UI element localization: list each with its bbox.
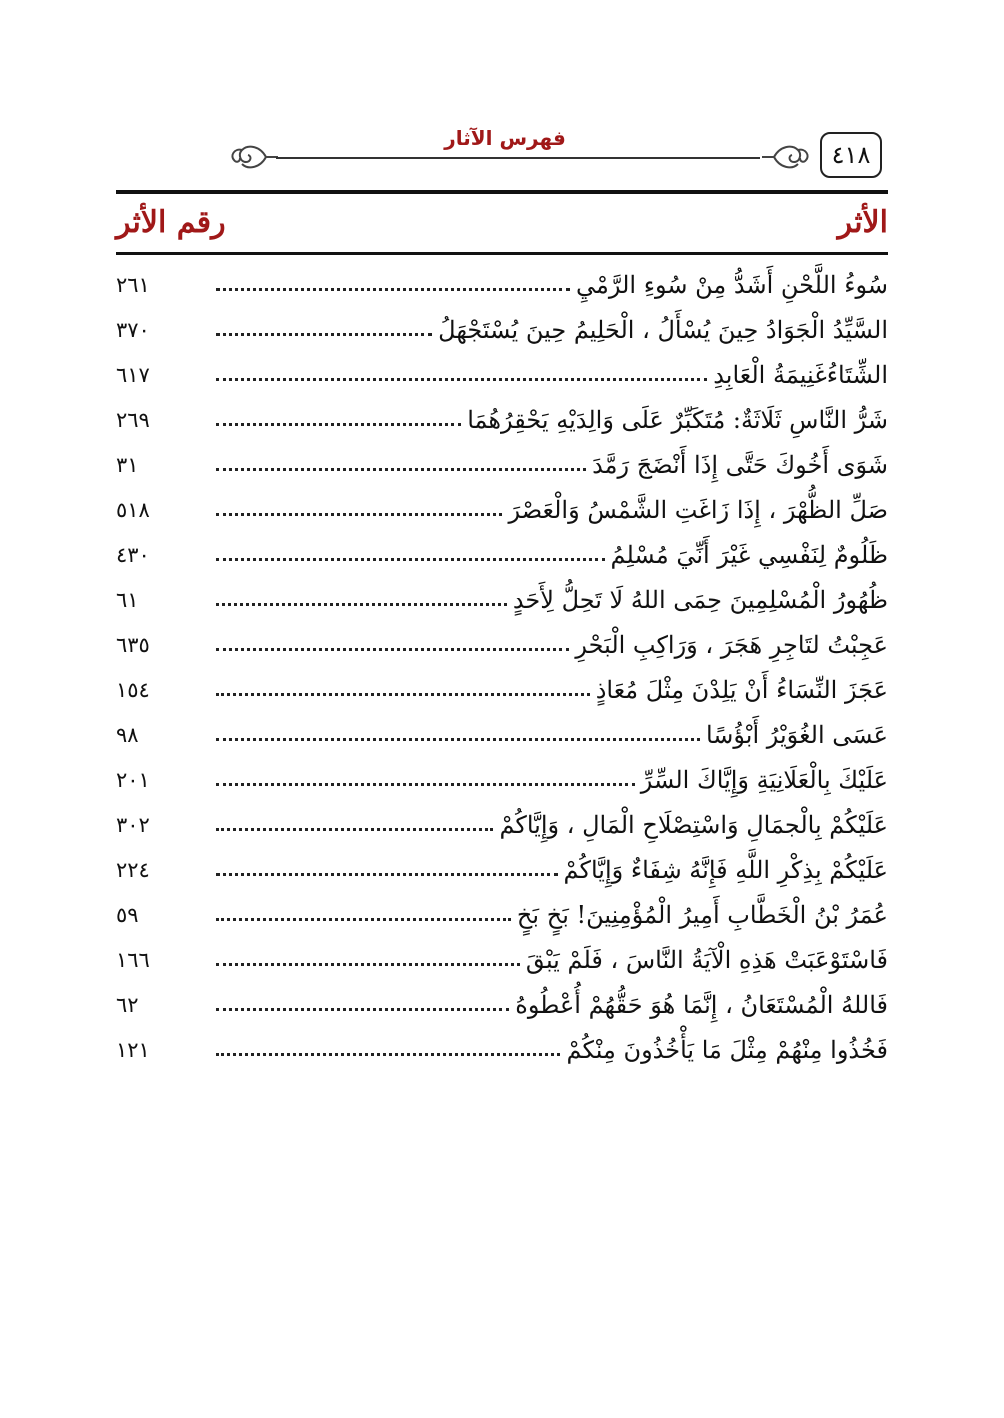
entry-text-wrap — [216, 361, 888, 389]
entry-number: ٣٧٠ — [116, 317, 150, 342]
index-list — [116, 262, 888, 1072]
entry-number: ٦١٧ — [116, 362, 150, 387]
dot-leader — [216, 1008, 509, 1011]
dot-leader — [216, 423, 461, 426]
top-rule — [116, 190, 888, 194]
entry-text: فَخُذُوا مِنْهُمْ مِثْلَ مَا يَأْخُذُونَ مِنْكُمْ — [566, 1035, 888, 1064]
page-header — [0, 0, 1004, 190]
dot-leader — [216, 963, 520, 966]
dot-leader — [216, 828, 493, 831]
ornament-right-icon — [760, 136, 814, 176]
dot-leader — [216, 873, 558, 876]
entry-text-wrap — [216, 991, 888, 1019]
index-entry — [116, 577, 888, 622]
dot-leader — [216, 738, 700, 741]
entry-text-wrap — [216, 766, 888, 794]
entry-text-wrap — [216, 586, 888, 614]
entry-text-wrap — [216, 496, 888, 524]
dot-leader — [216, 468, 586, 471]
entry-text: ظُهُورُ الْمُسْلِمِينَ حِمَى اللهُ لَا تَحِلُّ لِأَحَدٍ — [512, 585, 888, 614]
dot-leader — [216, 288, 570, 291]
index-entry — [116, 757, 888, 802]
index-entry — [116, 352, 888, 397]
entry-number: ٤٣٠ — [116, 542, 150, 567]
entry-text-wrap — [216, 316, 888, 344]
entry-text-wrap — [216, 721, 888, 749]
entry-text-wrap — [216, 946, 888, 974]
dot-leader — [216, 558, 605, 561]
dot-leader — [216, 648, 569, 651]
entry-number: ٢٦٩ — [116, 407, 150, 432]
dot-leader — [216, 378, 707, 381]
entry-text: عَلَيْكُمْ بِالْجمَالِ وَاسْتِصْلَاحِ الْمَالِ ، وَإِيَّاكُمْ — [499, 810, 888, 839]
entry-text: فَاللهُ الْمُسْتَعَانُ ، إِنَّمَا هُوَ حَقُّهُمْ أُعْطُوهُ — [515, 990, 888, 1019]
entry-number: ٢٠١ — [116, 767, 150, 792]
entry-number: ٦١ — [116, 587, 139, 612]
entry-text-wrap — [216, 406, 888, 434]
header-underline — [116, 252, 888, 255]
index-entry — [116, 532, 888, 577]
entry-text: شَوَى أَخُوكَ حَتَّى إِذَا أَنْضَجَ رَمَّدَ — [592, 450, 888, 479]
dot-leader — [216, 513, 502, 516]
dot-leader — [216, 693, 590, 696]
entry-text-wrap — [216, 1036, 888, 1064]
entry-text: الشِّتَاءُغَنِيمَةُ الْعَابِدِ — [713, 360, 888, 389]
entry-number: ٥٩ — [116, 902, 139, 927]
entry-text: عَجِبْتُ لتَاجِرِ هَجَرَ ، وَرَاكِبِ الْبَحْرِ — [575, 630, 888, 659]
entry-text: عُمَرُ بْنُ الْخَطَّابِ أَمِيرُ الْمُؤْمِنِينَ! بَخٍ بَخٍ — [516, 900, 888, 929]
entry-text-wrap — [216, 541, 888, 569]
entry-number: ٢٦١ — [116, 272, 150, 297]
entry-number: ٢٢٤ — [116, 857, 150, 882]
ornament-left-icon — [226, 136, 280, 176]
entry-number: ٦٣٥ — [116, 632, 150, 657]
column-header-number: رقم الأثر — [116, 205, 226, 240]
entry-text: شَرُّ النَّاسِ ثَلَاثَةٌ: مُتَكَبِّرٌ عَلَى وَالِدَيْهِ يَحْقِرُهُمَا — [467, 405, 888, 434]
entry-text-wrap — [216, 811, 888, 839]
index-entry — [116, 262, 888, 307]
page-number: ٤١٨ — [820, 132, 882, 178]
index-entry — [116, 892, 888, 937]
entry-number: ٣٠٢ — [116, 812, 150, 837]
index-entry — [116, 667, 888, 712]
entry-text-wrap — [216, 631, 888, 659]
entry-text: عَلَيْكُمْ بِذِكْرِ اللَّهِ فَإِنَّهُ شِفَاءٌ وَإِيَّاكُمْ — [563, 855, 888, 884]
entry-text-wrap — [216, 271, 888, 299]
entry-text: سُوءُ اللَّحْنِ أَشَدُّ مِنْ سُوءِ الرَّمْيِ — [576, 270, 888, 299]
entry-number: ١٢١ — [116, 1037, 150, 1062]
index-entry — [116, 847, 888, 892]
dot-leader — [216, 333, 432, 336]
index-entry — [116, 487, 888, 532]
index-entry — [116, 802, 888, 847]
entry-text: عَلَيْكَ بِالْعَلَانِيَةِ وَإِيَّاكَ السِّرِّ — [640, 765, 888, 794]
entry-number: ١٦٦ — [116, 947, 150, 972]
entry-text: عَسَى الغُوَيْرُ أَبْؤُسًا — [705, 720, 888, 749]
entry-number: ٩٨ — [116, 722, 139, 747]
header-rule — [276, 157, 760, 159]
dot-leader — [216, 603, 507, 606]
dot-leader — [216, 1053, 560, 1056]
entry-text-wrap — [216, 901, 888, 929]
index-entry — [116, 937, 888, 982]
entry-text-wrap — [216, 451, 888, 479]
entry-number: ١٥٤ — [116, 677, 150, 702]
entry-number: ٣١ — [116, 452, 139, 477]
column-header-athar: الأثر — [837, 205, 888, 240]
index-entry — [116, 982, 888, 1027]
entry-text: فَاسْتَوْعَبَتْ هَذِهِ الْآيَةُ النَّاسَ ، فَلَمْ يَبْقَ — [525, 945, 888, 974]
entry-number: ٦٢ — [116, 992, 139, 1017]
entry-text-wrap — [216, 676, 888, 704]
running-title: فهرس الآثار — [444, 126, 566, 150]
index-entry — [116, 397, 888, 442]
entry-text: السَّيِّدُ الْجَوَادُ حِينَ يُسْأَلُ ، الْحَلِيمُ حِينَ يُسْتَجْهَلُ — [438, 315, 888, 344]
index-entry — [116, 622, 888, 667]
entry-number: ٥١٨ — [116, 497, 150, 522]
entry-text-wrap — [216, 856, 888, 884]
index-entry — [116, 442, 888, 487]
dot-leader — [216, 783, 635, 786]
index-entry — [116, 307, 888, 352]
index-entry — [116, 712, 888, 757]
dot-leader — [216, 918, 511, 921]
entry-text: عَجَزَ النِّسَاءُ أَنْ يَلِدْنَ مِثْلَ مُعَاذٍ — [595, 675, 888, 704]
entry-text: صَلِّ الظُّهْرَ ، إِذَا زَاغَتِ الشَّمْسُ وَالْعَصْرَ — [508, 495, 888, 524]
index-entry — [116, 1027, 888, 1072]
entry-text: ظَلُومٌ لِنَفْسِي غَيْرَ أَنِّيَ مُسْلِمُ — [610, 540, 888, 569]
